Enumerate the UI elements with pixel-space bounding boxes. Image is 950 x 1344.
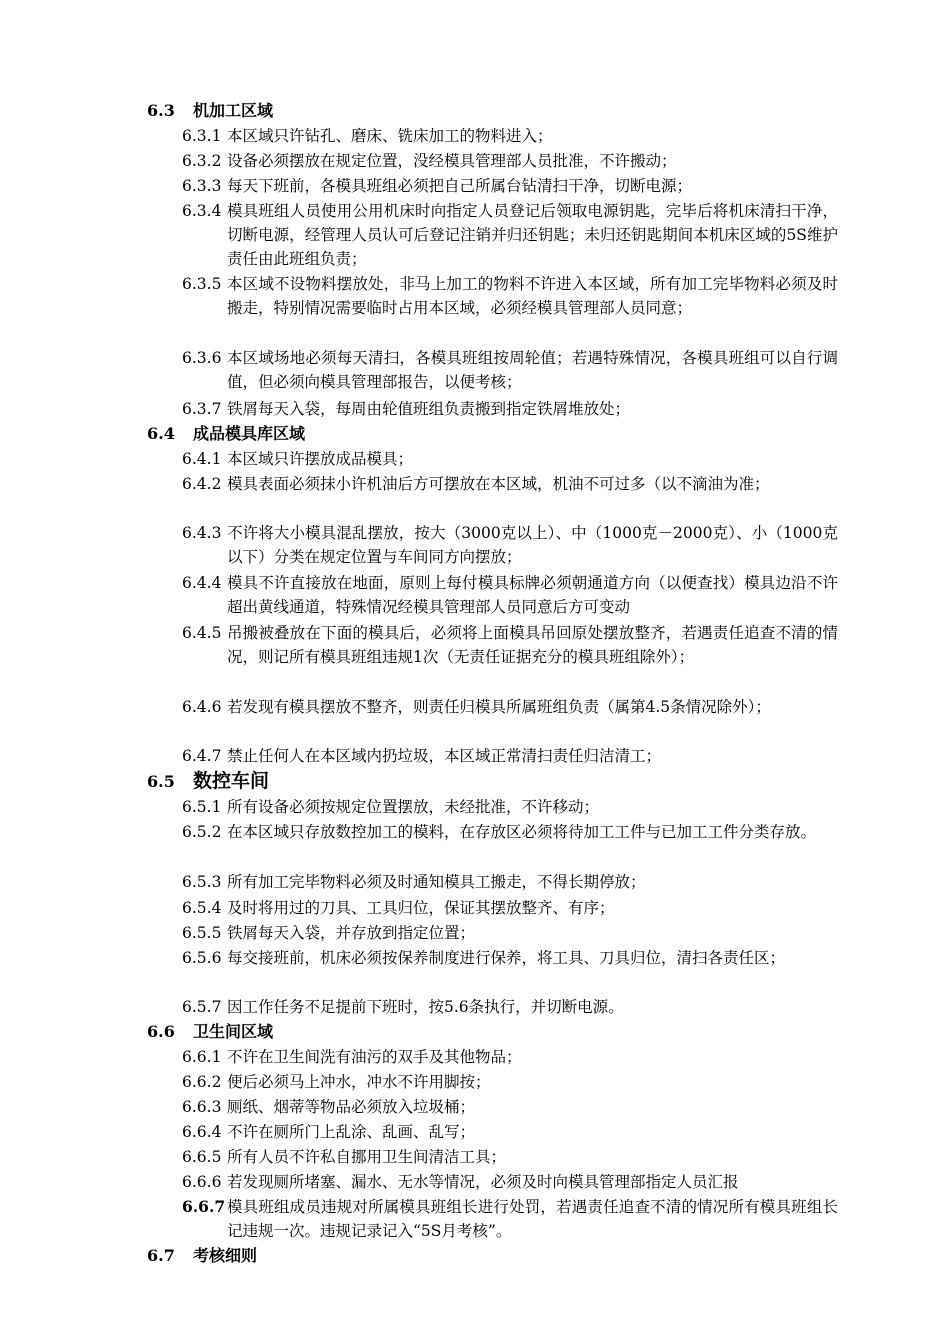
item-number: 6.4.6 (182, 698, 222, 716)
item-text: 模具班组人员使用公用机床时向指定人员登记后领取电源钥匙，完毕后将机床清扫干净，切断电源，经管理人员认可后登记注销并归还钥匙；未归还钥匙期间本机床区域的5S维护责任由此班组负责； (227, 202, 838, 268)
item-text: 在本区域只存放数控加工的模料，在存放区必须将待加工工件与已加工工件分类存放。 (227, 823, 817, 841)
list-item (182, 346, 838, 394)
item-number: 6.6.5 (182, 1148, 222, 1166)
item-number: 6.4.4 (182, 574, 222, 592)
list-item (182, 621, 838, 669)
item-text: 不许在卫生间洗有油污的双手及其他物品； (227, 1048, 522, 1066)
list-item (182, 1045, 838, 1069)
list-item (182, 921, 838, 945)
item-number: 6.6.7 (182, 1197, 226, 1216)
item-text: 若发现有模具摆放不整齐，则责任归模具所属班组负责（属第4.5条情况除外）； (227, 698, 771, 716)
section-heading-6-5 (147, 769, 269, 794)
list-item (182, 1145, 838, 1169)
section-title: 考核细则 (193, 1246, 258, 1265)
item-text: 不许在厕所门上乱涂、乱画、乱写； (227, 1123, 476, 1141)
item-text: 因工作任务不足提前下班时，按5.6条执行，并切断电源。 (227, 998, 624, 1016)
item-text: 铁屑每天入袋，并存放到指定位置； (227, 924, 476, 942)
list-item (182, 447, 838, 471)
item-text: 本区域不设物料摆放处，非马上加工的物料不许进入本区域，所有加工完毕物料必须及时搬走，特别情况需要临时占用本区域，必须经模具管理部人员同意； (227, 275, 838, 317)
list-item (182, 1170, 838, 1194)
item-text: 所有加工完毕物料必须及时通知模具工搬走，不得长期停放； (227, 873, 646, 891)
section-heading-6-3 (147, 99, 273, 123)
section-heading-6-4 (147, 422, 305, 446)
item-text: 模具不许直接放在地面，原则上每付模具标牌必须朝通道方向（以便查找）模具边沿不许超出黄线通道，特殊情况经模具管理部人员同意后方可变动 (227, 574, 838, 616)
section-title: 机加工区域 (193, 101, 274, 120)
item-number: 6.4.5 (182, 624, 222, 642)
item-number: 6.4.7 (182, 747, 222, 765)
list-item (182, 1095, 838, 1119)
item-text: 模具班组成员违规对所属模具班组长进行处罚，若遇责任追查不清的情况所有模具班组长记违规一次。违规记录记入“5S月考核”。 (227, 1198, 838, 1240)
item-number: 6.3.2 (182, 152, 222, 170)
item-text: 所有人员不许私自挪用卫生间清洁工具； (227, 1148, 507, 1166)
item-text: 吊搬被叠放在下面的模具后，必须将上面模具吊回原处摆放整齐，若遇责任追查不清的情况，则记所有模具班组违规1次（无责任证据充分的模具班组除外）； (227, 624, 838, 666)
list-item (182, 695, 838, 719)
list-item (182, 820, 838, 844)
item-number: 6.6.2 (182, 1073, 222, 1091)
list-item (182, 521, 838, 569)
list-item (182, 795, 838, 819)
list-item (182, 124, 838, 148)
item-text: 厕纸、烟蒂等物品必须放入垃圾桶； (227, 1098, 476, 1116)
item-number: 6.5.5 (182, 924, 222, 942)
section-title: 数控车间 (193, 770, 270, 792)
list-item (182, 870, 838, 894)
item-text: 禁止任何人在本区域内扔垃圾，本区域正常清扫责任归洁清工； (227, 747, 662, 765)
item-text: 每天下班前，各模具班组必须把自己所属台钻清扫干净，切断电源； (227, 177, 693, 195)
item-number: 6.3.3 (182, 177, 222, 195)
item-number: 6.4.3 (182, 524, 222, 542)
list-item (182, 1070, 838, 1094)
list-item (182, 397, 838, 421)
item-text: 每交接班前，机床必须按保养制度进行保养，将工具、刀具归位，清扫各责任区； (227, 949, 786, 967)
section-heading-6-7 (147, 1244, 257, 1268)
list-item (182, 1120, 838, 1144)
list-item (182, 472, 838, 496)
list-item (182, 744, 838, 768)
section-number: 6.7 (147, 1246, 175, 1265)
list-item (182, 272, 838, 320)
section-number: 6.3 (147, 101, 175, 120)
item-number: 6.6.1 (182, 1048, 222, 1066)
item-number: 6.5.4 (182, 899, 222, 917)
item-number: 6.4.1 (182, 450, 222, 468)
section-number: 6.6 (147, 1022, 175, 1041)
item-number: 6.6.6 (182, 1173, 222, 1191)
item-number: 6.5.6 (182, 949, 222, 967)
item-number: 6.5.7 (182, 998, 222, 1016)
item-number: 6.3.6 (182, 349, 222, 367)
section-heading-6-6 (147, 1020, 273, 1044)
section-number: 6.5 (147, 772, 175, 791)
item-number: 6.3.7 (182, 400, 222, 418)
item-text: 便后必须马上冲水，冲水不许用脚按； (227, 1073, 491, 1091)
item-number: 6.3.5 (182, 275, 222, 293)
item-number: 6.4.2 (182, 475, 222, 493)
list-item (182, 946, 838, 970)
item-text: 本区域只许钻孔、磨床、铣床加工的物料进入； (227, 127, 553, 145)
list-item (182, 896, 838, 920)
item-text: 设备必须摆放在规定位置，没经模具管理部人员批准，不许搬动； (227, 152, 677, 170)
list-item (182, 571, 838, 619)
item-number: 6.5.1 (182, 798, 222, 816)
item-number: 6.6.3 (182, 1098, 222, 1116)
item-number: 6.5.2 (182, 823, 222, 841)
section-title: 成品模具库区域 (193, 424, 306, 443)
item-text: 本区域只许摆放成品模具； (227, 450, 414, 468)
item-number: 6.5.3 (182, 873, 222, 891)
item-text: 模具表面必须抹小许机油后方可摆放在本区域，机油不可过多（以不滴油为准； (227, 475, 770, 493)
item-text: 所有设备必须按规定位置摆放，未经批准，不许移动； (227, 798, 600, 816)
item-text: 若发现厕所堵塞、漏水、无水等情况，必须及时向模具管理部指定人员汇报 (227, 1173, 739, 1191)
list-item (182, 995, 838, 1019)
list-item (182, 174, 838, 198)
item-text: 及时将用过的刀具、工具归位，保证其摆放整齐、有序； (227, 899, 615, 917)
list-item (182, 149, 838, 173)
item-number: 6.3.1 (182, 127, 222, 145)
item-text: 不许将大小模具混乱摆放，按大（3000克以上）、中（1000克－2000克）、小（1000克以下）分类在规定位置与车间同方向摆放； (227, 524, 838, 566)
list-item (182, 199, 838, 271)
item-number: 6.3.4 (182, 202, 222, 220)
item-number: 6.6.4 (182, 1123, 222, 1141)
section-number: 6.4 (147, 424, 175, 443)
item-text: 本区域场地必须每天清扫，各模具班组按周轮值；若遇特殊情况，各模具班组可以自行调值，但必须向模具管理部报告，以便考核； (227, 349, 838, 391)
list-item (182, 1195, 838, 1243)
section-title: 卫生间区域 (193, 1022, 274, 1041)
item-text: 铁屑每天入袋，每周由轮值班组负责搬到指定铁屑堆放处； (227, 400, 631, 418)
